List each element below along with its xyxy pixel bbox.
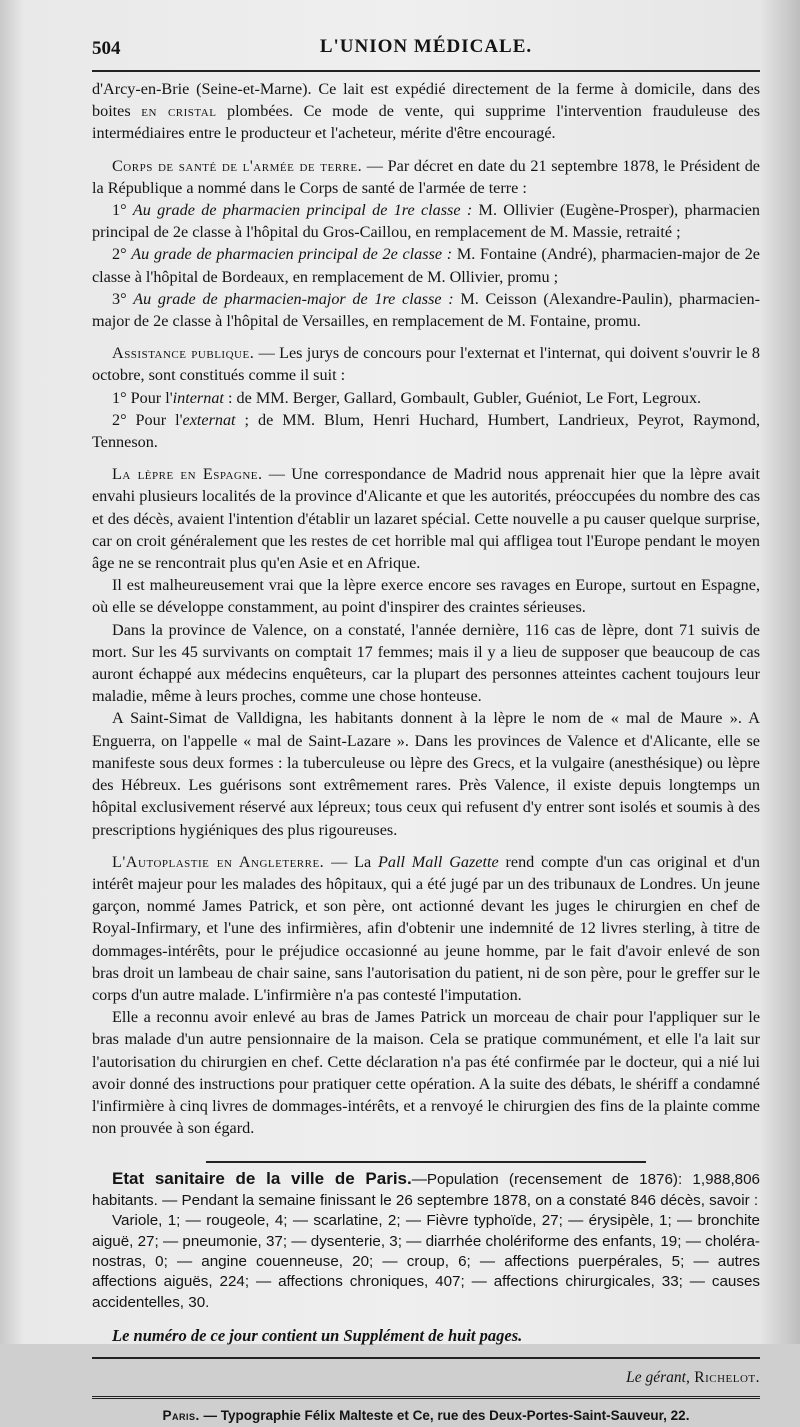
- jury-label: 1° Pour l': [112, 388, 173, 407]
- item-text: M. Ceisson (Alexandre-Paulin), pharmacien-major de 2e classe à l'hôpital de Versailles, en remplacement de M. Fontaine, promu.: [92, 289, 760, 331]
- corps-item-2: [92, 243, 760, 287]
- lepre-heading: La lèpre en Espagne.: [112, 465, 263, 484]
- jury-type: externat: [182, 410, 236, 429]
- item-grade: Au grade de pharmacien principal de 1re classe :: [132, 201, 473, 220]
- etat-paragraph-2: Variole, 1; — rougeole, 4; — scarlatine, 2; — Fièvre typhoïde, 27; — érysipèle, 1; — bronchite aiguë, 27; — pneumonie, 37; — dysenterie, 3; — diarrhée cholériforme des enfants, 19; — choléra-nostras, 0; — angine couenneuse, 20; — croup, 6; — affections puerpérales, 5; — autres affections aiguës, 224; — affections chroniques, 407; — affections chirurgicales, 33; — causes accidentelles, 30.: [92, 1212, 760, 1311]
- running-title: L'UNION MÉDICALE.: [319, 36, 533, 57]
- lepre-paragraph-1: [92, 463, 760, 574]
- assistance-paragraph: [92, 342, 760, 386]
- item-text: M. Ollivier (Eugène-Prosper), pharmacien principal de 2e classe à l'hôpital du Gros-Caillou, en remplacement de M. Massie, retraité ;: [92, 201, 760, 242]
- page-number: 504: [92, 38, 121, 59]
- assistance-text: — Les jurys de concours pour l'externat et l'internat, qui doivent s'ouvrir le 8 octobre, sont constitués comme il suit :: [92, 344, 760, 385]
- autoplastie-paragraph-2: Elle a reconnu avoir enlevé au bras de James Patrick un morceau de chair pour l'appliquer sur le bras malade d'un autre pensionnaire de la maison. Cela se pratique communément, et elle l'a lait sur l'autorisation du chirurgien en chef. Cette déclaration n'a pas été confirmée par le docteur, qui a nié lui avoir donné des instructions pour pratiquer cette opération. A la suite des débats, le shériff a condamné l'infirmière à cinq livres de dommages-intérêts, et a renvoyé le chirurgien des fins de la plainte comme non prouvée à son égard.: [92, 1008, 760, 1138]
- gerant-signature: [92, 1367, 760, 1389]
- jury-internat: [92, 387, 760, 409]
- lepre-paragraph-4: A Saint-Simat de Valldigna, les habitants donnent à la lèpre le nom de « mal de Maure ». A Enguerra, on l'appelle « mal de Saint-Lazare ». Dans les provinces de Valence et d'Alicante, elle se manifeste sous deux formes : la tuberculeuse ou lèpre des Grecs, et la vulgaire (anesthésique) ou lèpre des Hébreux. Les guérisons sont extrêmement rares. Près Valence, il existe depuis longtemps un hôpital exclusivement réservé aux lépreux; tous ceux qui refusent d'y entrer sont isolés et soumis à des prescriptions hygiéniques des plus rigoureuses.: [92, 709, 760, 839]
- item-number: 3°: [112, 289, 134, 308]
- corps-paragraph: [92, 155, 760, 199]
- page-header: [92, 36, 760, 72]
- intro-text-b: plombées. Ce mode de vente, qui supprime l'intervention frauduleuse des intermédiaires entre le producteur et l'acheteur, mérite d'être encouragé.: [92, 102, 761, 143]
- section-etat-sanitaire: [92, 1169, 760, 1313]
- gerant-name: Richelot.: [689, 1369, 760, 1387]
- gerant-label: Le gérant,: [626, 1369, 690, 1387]
- jury-label: 2° Pour l': [112, 410, 183, 429]
- autoplastie-text-b: rend compte d'un cas original et d'un intérêt majeur pour les malades des hôpitaux, qui a été jugé par un des tribunaux de Londres. Un jeune garçon, nommé James Patrick, et son père, ont actionné devant les juges le chirurgien en chef de Royal-Infirmary, et l'une des infirmières, afin d'obtenir une indemnité de 12 livres sterling, à titre de dommages-intérêts, pour le préjudice occasionné au jeune homme, par le fait d'avoir enlevé de son bras droit un lambeau de chair saine, sans l'autorisation du patient, ni de son père, pour le greffer sur le corps d'un autre malade. L'infirmière n'a pas contesté l'imputation.: [92, 852, 760, 1004]
- lepre-text-1: — Une correspondance de Madrid nous apprenait hier que la lèpre avait envahi plusieurs localités de la province d'Alicante et que les autorités, préoccupées du nombre des cas et des décès, avaient l'intention d'établir un lazaret spécial. Cette nouvelle a pu causer quelque surprise, car on croit généralement que les restes de cet horrible mal qui affligea tout l'Europe pendant le moyen âge ne se rencontrait plus qu'en Asie et en Afrique.: [92, 465, 760, 573]
- footer-divider: [92, 1357, 760, 1359]
- item-text: M. Fontaine (André), pharmacien-major de 2e classe à l'hôpital de Bordeaux, en remplacement de M. Ollivier, promu ;: [92, 245, 760, 286]
- section-corps-de-sante: [92, 155, 760, 333]
- printer-city: Paris.: [162, 1407, 200, 1423]
- section-divider: [206, 1161, 646, 1163]
- etat-heading: Etat sanitaire de la ville de Paris.: [112, 1169, 412, 1189]
- corps-item-3: [92, 288, 760, 332]
- jury-type: internat: [172, 388, 224, 407]
- lepre-paragraph-2: Il est malheureusement vrai que la lèpre exerce encore ses ravages en Europe, surtout en Espagne, où elle se développe constamment, au point d'inspirer des craintes sérieuses.: [92, 576, 760, 617]
- item-number: 1°: [112, 201, 133, 220]
- section-assistance-publique: [92, 342, 760, 453]
- intro-paragraph: [92, 78, 760, 145]
- assistance-heading: Assistance publique.: [112, 344, 255, 363]
- intro-text-a: d'Arcy-en-Brie (Seine-et-Marne). Ce lait est expédié directement de la ferme à domicile, dans des boites: [92, 80, 760, 121]
- autoplastie-heading: L'Autoplastie en Angleterre.: [112, 852, 325, 871]
- gazette-title: Pall Mall Gazette: [378, 852, 499, 871]
- item-grade: Au grade de pharmacien-major de 1re classe :: [133, 289, 454, 308]
- etat-paragraph-1: [92, 1169, 760, 1211]
- section-autoplastie: [92, 851, 760, 1140]
- item-grade: Au grade de pharmacien principal de 2e classe :: [131, 245, 453, 264]
- printer-imprint: [92, 1405, 760, 1427]
- autoplastie-paragraph-1: [92, 851, 760, 1006]
- lepre-paragraph-3: Dans la province de Valence, on a constaté, l'année dernière, 116 cas de lèpre, dont 71 suivis de mort. Sur les 45 survivants on comptait 17 femmes; mais il y a lieu de supposer que beaucoup de cas auront échappé aux médecins enquêteurs, car la plupart des personnes atteintes cachent toujours leur maladie, même à leurs proches, comme une chose honteuse.: [92, 620, 760, 706]
- supplement-notice: Le numéro de ce jour contient un Supplément de huit pages.: [112, 1326, 523, 1346]
- intro-smallcaps: en cristal: [141, 102, 217, 121]
- autoplastie-text-a: — La: [324, 852, 378, 871]
- corps-text: — Par décret en date du 21 septembre 1878, le Président de la République a nommé dans le Corps de santé de l'armée de terre :: [92, 156, 760, 197]
- jury-externat: [92, 409, 760, 453]
- jury-members: ; de MM. Blum, Henri Huchard, Humbert, Landrieux, Peyrot, Raymond, Tenneson.: [92, 410, 761, 452]
- printer-text: — Typographie Félix Malteste et Ce, rue des Deux-Portes-Saint-Sauveur, 22.: [199, 1407, 690, 1423]
- section-lepre-espagne: [92, 463, 760, 840]
- corps-heading: Corps de santé de l'armée de terre.: [112, 156, 363, 175]
- item-number: 2°: [112, 245, 132, 264]
- imprint-divider: [92, 1396, 760, 1399]
- jury-members: : de MM. Berger, Gallard, Gombault, Gubler, Guéniot, Le Fort, Legroux.: [223, 388, 702, 407]
- corps-item-1: [92, 199, 760, 243]
- etat-text-1: —Population (recensement de 1876): 1,988,806 habitants. — Pendant la semaine finissant le 26 septembre 1878, on a constaté 846 décès, savoir :: [92, 1171, 760, 1209]
